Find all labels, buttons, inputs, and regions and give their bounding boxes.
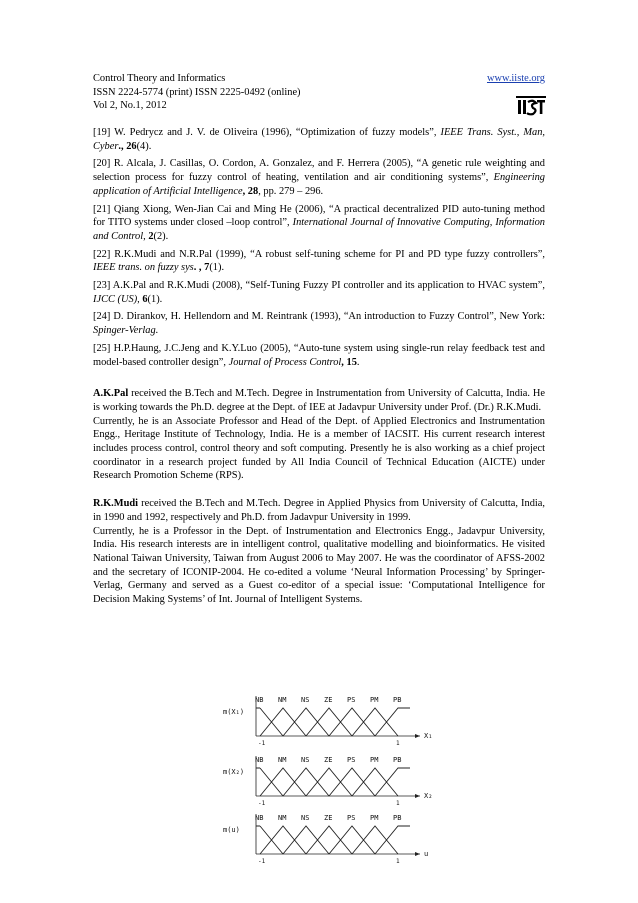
set-label: PM (370, 756, 379, 764)
author-bio-mudi (93, 497, 545, 607)
author-name: A.K.Pal (93, 388, 129, 400)
reference-item: [24] D. Dirankov, H. Hellendorn and M. Reintrank (1993), “An introduction to Fuzzy Control”, New York: Spinger-Verlag. (93, 311, 545, 337)
panel-ylabel: m(u) (223, 826, 240, 834)
set-label: NB (255, 756, 264, 764)
set-label: NB (255, 696, 264, 704)
panel-xlabel: X₁ (424, 732, 433, 740)
author-name: R.K.Mudi (93, 498, 139, 510)
set-label: PS (347, 696, 356, 704)
set-label: NB (255, 814, 264, 822)
set-label: PS (347, 756, 356, 764)
journal-url-link[interactable]: www.iiste.org (486, 73, 545, 84)
reference-item: [25] H.P.Haung, J.C.Jeng and K.Y.Luo (2005), “Auto-tune system using single-run relay feedback test and model-based controller design”, Journal of Process Control, 15. (93, 342, 545, 368)
panel-ylabel: m(X₂) (223, 768, 245, 776)
set-label: PB (393, 696, 402, 704)
set-label: NS (301, 814, 310, 822)
set-label: NM (278, 696, 287, 704)
reference-item: [21] Qiang Xiong, Wen-Jian Cai and Ming He (2006), “A practical decentralized PID auto-tuning method for TITO systems under closed –loop control”, International Journal of Innovative Computing, Information and Control, 2(2). (93, 203, 545, 242)
bio-paragraph: R.K.Mudi received the B.Tech and M.Tech. Degree in Applied Physics from University of Calcutta, India, in 1990 and 1992, respectively and Ph.D. from Jadavpur University in 1999. (93, 498, 545, 523)
reference-item: [20] R. Alcala, J. Casillas, O. Cordon, A. Gonzalez, and F. Herrera (2005), “A genetic rule weighting and selection process for fuzzy control of heating, ventilation and air conditioning systems”, Engineering application of Artificial Intelligence, 28, pp. 279 – 296. (93, 158, 545, 197)
set-label: ZE (324, 756, 333, 764)
set-label: PM (370, 814, 379, 822)
references-list (93, 126, 545, 369)
set-label: NM (278, 814, 287, 822)
membership-triangles (256, 826, 410, 854)
tick-label-min: -1 (258, 858, 266, 865)
journal-name: Control Theory and Informatics (93, 73, 226, 84)
x-axis-arrow (415, 794, 420, 798)
tick-label-min: -1 (258, 800, 266, 807)
set-label: ZE (324, 696, 333, 704)
panel-xlabel: u (424, 850, 429, 858)
set-label: PB (393, 756, 402, 764)
x-axis-arrow (415, 852, 420, 856)
reference-item: [23] A.K.Pal and R.K.Mudi (2008), “Self-Tuning Fuzzy PI controller and its application to HVAC system”, IJCC (US), 6(1). (93, 280, 545, 305)
tick-label-min: -1 (258, 740, 266, 747)
author-bio-pal (93, 387, 545, 483)
set-label: PM (370, 696, 379, 704)
bio-paragraph: Currently, he is an Associate Professor and Head of the Dept. of Applied Electronics and Instrumentation Engg., Heritage Institute of Technology, India. He is a member of IACSIT. His current research interest includes process control, control theory and soft computing. Presently he is also working as a chief project coordinator in a research project funded by All India Council of Technical Education (AICTE) under Research Promotion Scheme (RPS). (93, 415, 545, 482)
iiste-logo (516, 96, 546, 116)
tick-label-max: 1 (396, 740, 400, 747)
set-label: NS (301, 756, 310, 764)
membership-triangles (256, 708, 410, 736)
issn-line: ISSN 2224-5774 (print) ISSN 2225-0492 (online) (93, 86, 301, 98)
journal-header (93, 72, 545, 113)
x-axis-arrow (415, 734, 420, 738)
membership-triangles (256, 768, 410, 796)
membership-functions-figure (220, 692, 446, 870)
tick-label-max: 1 (396, 800, 400, 807)
bio-paragraph: A.K.Pal received the B.Tech and M.Tech. Degree in Instrumentation from University of Calcutta, India. He is working towards the Ph.D. degree at the Dept. of IEE at Jadavpur University under Prof. (Dr.) R.K.Mudi. (93, 388, 545, 413)
reference-item: [19] W. Pedrycz and J. V. de Oliveira (1996), “Optimization of fuzzy models”, IEEE Trans. Syst., Man, Cyber., 26(4). (93, 127, 545, 152)
set-label: NM (278, 756, 287, 764)
reference-item: [22] R.K.Mudi and N.R.Pal (1999), “A robust self-tuning scheme for PI and PD type fuzzy controllers”, IEEE trans. on fuzzy sys. , 7(1). (93, 248, 545, 274)
set-label: ZE (324, 814, 333, 822)
panel-xlabel: X₂ (424, 792, 433, 800)
volume-line: Vol 2, No.1, 2012 (93, 100, 167, 111)
tick-label-max: 1 (396, 858, 400, 865)
panel-ylabel: m(X₁) (223, 708, 245, 716)
set-label: PS (347, 814, 356, 822)
paper-body (93, 126, 545, 607)
set-label: NS (301, 696, 310, 704)
set-label: PB (393, 814, 402, 822)
bio-paragraph: Currently, he is a Professor in the Dept. of Instrumentation and Electronics Engg., Jadavpur University, India. His research interests are in intelligent control, qualitative modelling and bioinformatics. He visited National Taiwan University, Taiwan from August 2006 to May 2007. He was the coordinator of AFSS-2002 and the secretary of ICONIP-2004. He co-edited a volume ‘Neural Information Processing’ by Springer-Verlag, Germany and served as a Guest co-editor of a special issue: ‘Computational Intelligence for Decision Making Systems’ of Int. Journal of Intelligent Systems. (93, 525, 545, 606)
